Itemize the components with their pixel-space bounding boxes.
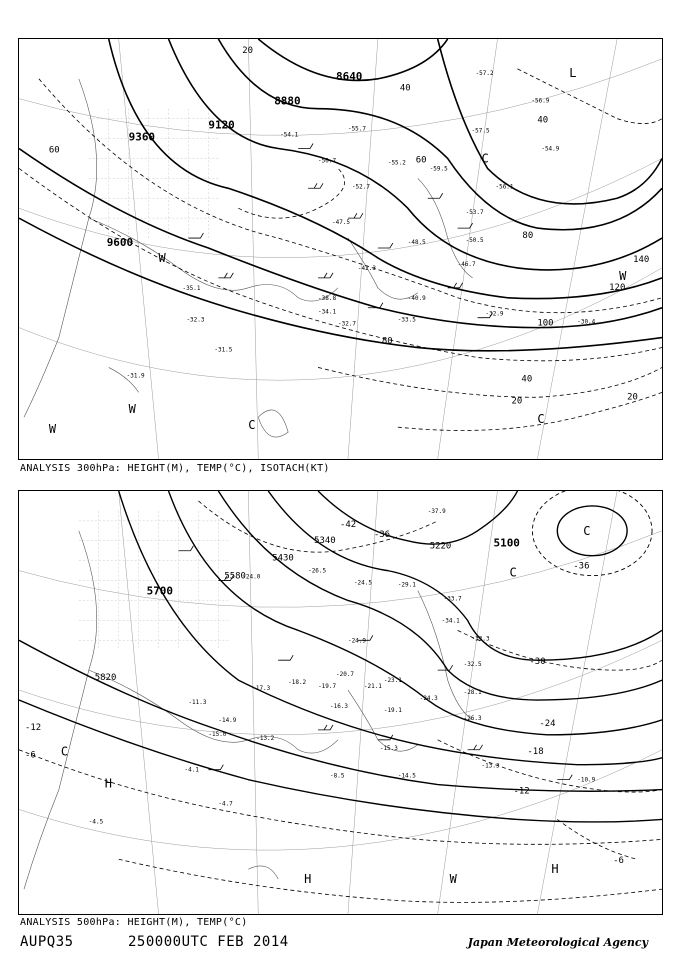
- isotach-label: 20: [511, 396, 523, 407]
- isotherm-label: -42: [340, 519, 357, 530]
- temperature-label: -52.7: [351, 183, 370, 191]
- temperature-label: -4.7: [218, 800, 233, 808]
- temperature-label: -30.4: [577, 318, 596, 326]
- temperature-label: -13.2: [256, 734, 275, 742]
- isotherm-label: -30: [529, 657, 546, 668]
- height-label: 9360: [128, 130, 156, 144]
- temperature-label: -26.5: [308, 567, 327, 575]
- coastline: [24, 79, 473, 437]
- temperature-label: -8.5: [330, 772, 345, 780]
- hatched-area: [89, 109, 219, 238]
- temperature-label: -19.7: [318, 683, 337, 691]
- agency-name: Japan Meteorological Agency: [467, 936, 648, 949]
- hatched-area: [79, 511, 229, 650]
- temperature-label: -24.0: [242, 573, 261, 581]
- temperature-label: -31.9: [126, 372, 145, 380]
- temperature-label: -24.9: [347, 637, 366, 645]
- chart-300hpa: [18, 38, 663, 460]
- isotherm-label: -12: [24, 722, 42, 733]
- temperature-label: -46.7: [457, 260, 476, 268]
- temperature-label: -59.5: [429, 165, 448, 173]
- temperature-label: -15.0: [208, 730, 227, 738]
- temperature-label: -14.5: [397, 772, 416, 780]
- temperature-label: -26.3: [463, 714, 482, 722]
- temperature-label: -24.3: [419, 695, 438, 703]
- temperature-label: -54.1: [280, 131, 299, 139]
- isotherm-label: -36: [573, 561, 590, 572]
- temperature-label: -32.7: [338, 320, 356, 328]
- temperature-label: -38.8: [318, 294, 337, 302]
- temperature-label: -33.5: [397, 316, 416, 324]
- isotherm-label: -6: [613, 856, 624, 867]
- height-label: 8640: [336, 69, 363, 83]
- map-500hpa: [19, 491, 662, 914]
- temperature-label: -18.2: [288, 679, 307, 687]
- temperature-label: -21.1: [363, 683, 382, 691]
- temperature-label: -32.9: [485, 310, 504, 318]
- valid-time: 250000UTC FEB 2014: [128, 934, 289, 950]
- height-label: 5340: [314, 535, 336, 546]
- temperature-label: -50.7: [318, 157, 337, 165]
- temperature-label: -54.9: [541, 145, 560, 153]
- low-center-mark: L: [569, 65, 577, 80]
- isotherm-label: -24: [539, 718, 556, 729]
- height-label: 5700: [146, 584, 173, 598]
- cold-center-mark: C: [537, 412, 545, 427]
- isotherm-contours: [19, 501, 662, 902]
- temperature-label: -16.3: [330, 702, 349, 710]
- temperature-label: -28.1: [463, 689, 482, 697]
- height-label: 5220: [429, 541, 452, 552]
- temperature-label: -19.1: [383, 706, 402, 714]
- temperature-label: -4.5: [88, 818, 104, 826]
- temperature-label: -10.9: [577, 776, 596, 784]
- closed-low: [532, 491, 652, 576]
- isotach-label: 40: [521, 374, 533, 385]
- temperature-label: -32.5: [463, 661, 482, 669]
- high-center-mark: H: [104, 776, 112, 791]
- map-300hpa: [19, 39, 662, 459]
- height-label: 9120: [208, 118, 235, 132]
- temperature-label: -15.3: [379, 744, 398, 752]
- temperature-label: -55.7: [347, 125, 366, 133]
- low-center-mark: C: [583, 523, 591, 538]
- isotherm-label: -18: [527, 746, 544, 757]
- cold-center-mark: C: [509, 565, 517, 580]
- isotach-label: 60: [48, 145, 60, 156]
- height-labels: [95, 536, 520, 683]
- caption-500hpa: ANALYSIS 500hPa: HEIGHT(M), TEMP(°C): [20, 917, 248, 928]
- temperature-label: -31.5: [214, 346, 233, 354]
- temperature-label: -48.5: [407, 239, 426, 247]
- height-label: 9600: [106, 236, 134, 250]
- warm-center-mark: W: [48, 422, 57, 437]
- temperature-label: -14.9: [218, 716, 237, 724]
- temperature-label: -57.2: [475, 69, 494, 77]
- height-label: 5100: [493, 536, 520, 550]
- height-label: 5820: [94, 673, 117, 684]
- isotach-label: 20: [242, 45, 254, 56]
- temperature-label: -33.3: [471, 635, 490, 643]
- temperature-label: -4.1: [184, 766, 199, 774]
- temperature-label: -50.5: [465, 237, 484, 245]
- isotach-label: 80: [381, 336, 393, 347]
- high-center-mark: H: [551, 862, 559, 877]
- temperature-label: -37.9: [427, 507, 446, 515]
- isotherm-label: -6: [24, 750, 36, 761]
- chart-500hpa: [18, 490, 663, 915]
- warm-center-mark: W: [619, 268, 627, 283]
- temperature-label: -40.9: [407, 294, 426, 302]
- warm-center-mark: W: [158, 250, 166, 265]
- temperature-label: -24.5: [353, 579, 372, 587]
- temperature-label: -42.3: [357, 264, 376, 272]
- temperature-label: -11.3: [188, 698, 207, 706]
- temperature-label: -20.7: [336, 671, 354, 679]
- system-marks: [61, 524, 591, 886]
- temperature-label: -56.9: [531, 97, 550, 105]
- temperature-label: -34.1: [318, 308, 337, 316]
- isotach-label: 60: [415, 155, 427, 166]
- height-contours: [19, 39, 662, 351]
- temperature-label: -56.1: [495, 183, 514, 191]
- isotach-contours: [19, 69, 662, 431]
- temperature-label: -17.3: [252, 685, 271, 693]
- temperature-label: -32.3: [186, 316, 205, 324]
- isotach-label: 40: [399, 83, 411, 94]
- isotherm-label: -12: [513, 786, 530, 797]
- product-code: AUPQ35: [20, 934, 74, 950]
- isotherm-label: -36: [373, 529, 391, 540]
- high-center-mark: H: [304, 872, 312, 887]
- cold-center-mark: C: [481, 151, 489, 166]
- temperature-label: -35.1: [182, 284, 201, 292]
- temperature-label: -47.5: [332, 219, 351, 227]
- temperature-labels: [89, 508, 596, 826]
- caption-300hpa: ANALYSIS 300hPa: HEIGHT(M), TEMP(°C), ISOTACH(KT): [20, 463, 330, 474]
- temperature-label: -53.7: [465, 209, 484, 217]
- isotach-label: 20: [627, 392, 638, 403]
- temperature-label: -13.3: [481, 762, 500, 770]
- isotach-label: 100: [537, 318, 554, 329]
- warm-center-mark: W: [449, 872, 457, 887]
- cold-center-mark: C: [248, 418, 256, 433]
- temperature-label: -29.1: [397, 581, 416, 589]
- height-label: 5430: [272, 553, 294, 564]
- warm-center-mark: W: [128, 402, 136, 417]
- isotach-label: 80: [522, 231, 534, 242]
- temperature-label: -57.5: [471, 127, 490, 135]
- temperature-label: -55.2: [387, 159, 406, 167]
- temperature-label: -33.7: [443, 595, 462, 603]
- isotach-label: 140: [633, 254, 650, 265]
- height-label: 8880: [274, 94, 301, 108]
- cold-center-mark: C: [60, 744, 69, 759]
- isotach-label: 120: [609, 282, 626, 293]
- temperature-label: -23.1: [383, 677, 402, 685]
- isotach-label: 40: [537, 115, 549, 126]
- height-label: 5580: [224, 571, 246, 582]
- temperature-label: -34.1: [441, 617, 460, 625]
